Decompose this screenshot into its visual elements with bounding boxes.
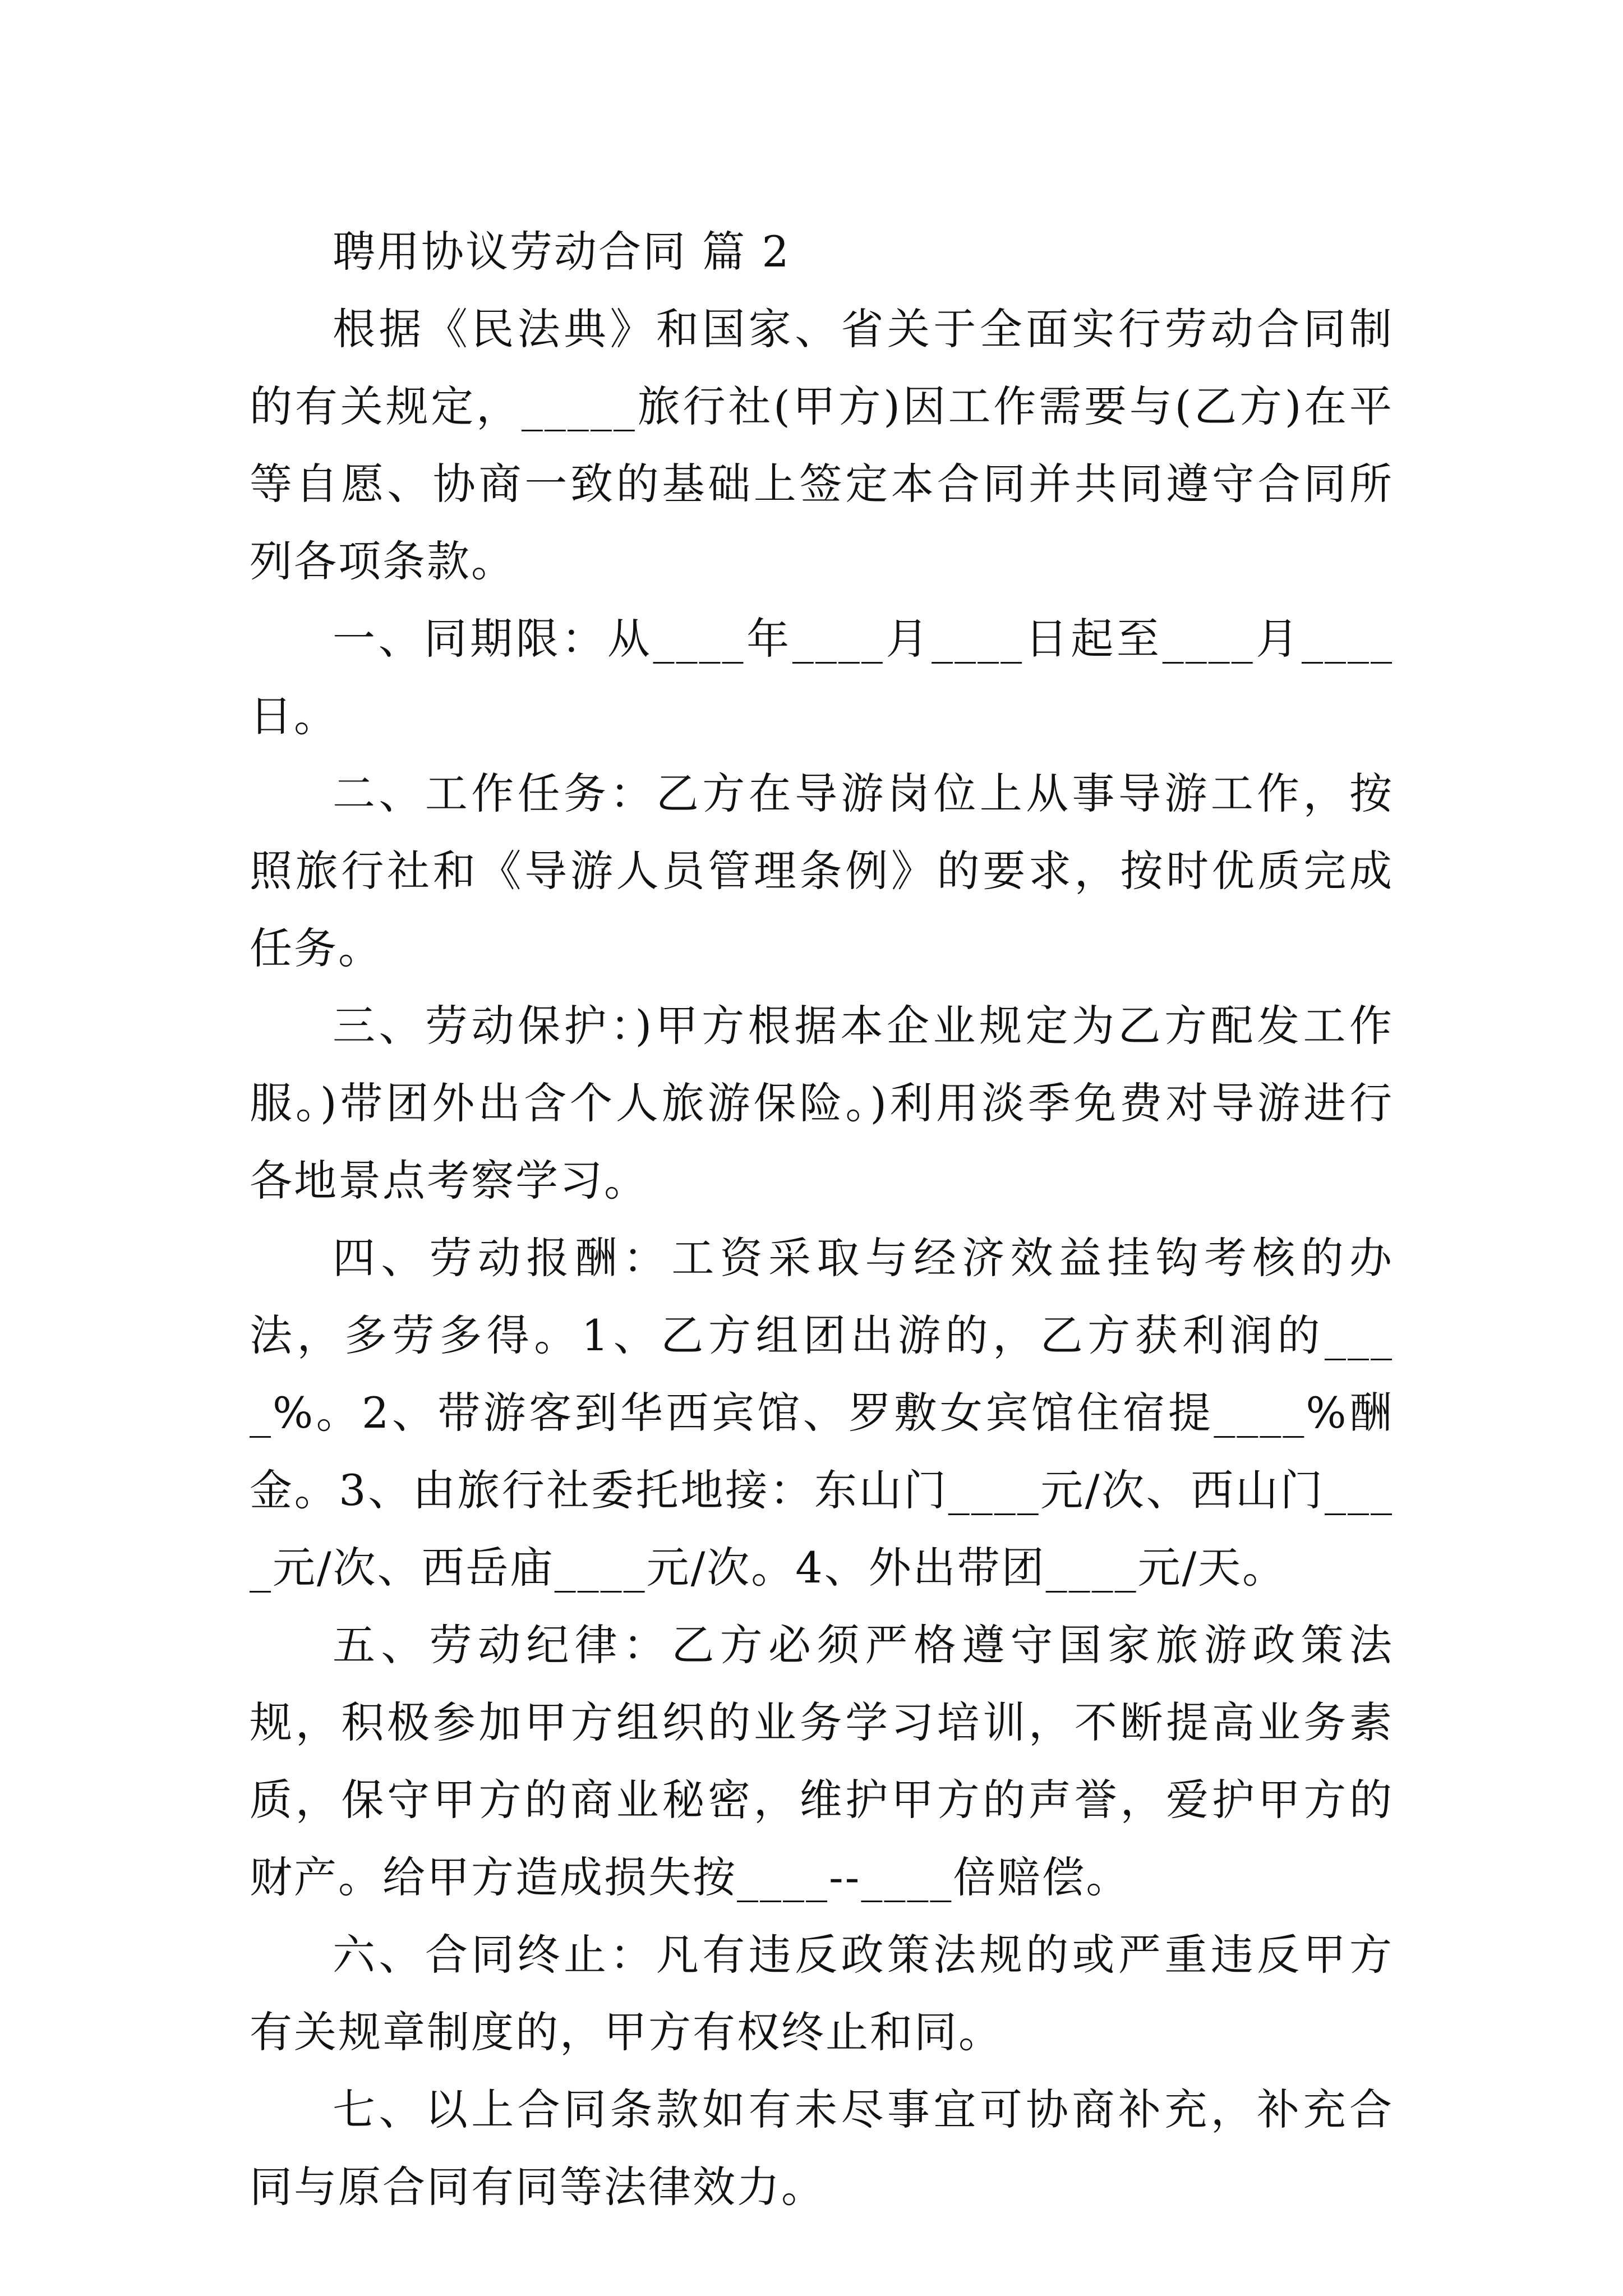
document-body: [250, 213, 1394, 2226]
paragraph-remuneration: 四、劳动报酬：工资采取与经济效益挂钩考核的办法，多劳多得。1、乙方组团出游的，乙方获利润的____%。2、带游客到华西宾馆、罗敷女宾馆住宿提____%酬金。3、由旅行社委托地接：东山门____元/次、西山门____元/次、西岳庙____元/次。4、外出带团____元/天。: [250, 1233, 1394, 1593]
paragraph-discipline: 五、劳动纪律：乙方必须严格遵守国家旅游政策法规，积极参加甲方组织的业务学习培训，不断提高业务素质，保守甲方的商业秘密，维护甲方的声誉，爱护甲方的财产。给甲方造成损失按____--____倍赔偿。: [250, 1620, 1394, 1902]
paragraph-termination: 六、合同终止：凡有违反政策法规的或严重违反甲方有关规章制度的，甲方有权终止和同。: [250, 1930, 1394, 2057]
paragraph-supplement: 七、以上合同条款如有未尽事宜可协商补充，补充合同与原合同有同等法律效力。: [250, 2085, 1394, 2212]
paragraph-work-tasks: 二、工作任务：乙方在导游岗位上从事导游工作，按照旅行社和《导游人员管理条例》的要求，按时优质完成任务。: [250, 769, 1394, 973]
document-heading: 聘用协议劳动合同 篇 2: [333, 227, 791, 277]
paragraph-preamble: 根据《民法典》和国家、省关于全面实行劳动合同制的有关规定，_____旅行社(甲方)因工作需要与(乙方)在平等自愿、协商一致的基础上签定本合同并共同遵守合同所列各项条款。: [250, 304, 1394, 586]
paragraph-labor-protection: 三、劳动保护：)甲方根据本企业规定为乙方配发工作服。)带团外出含个人旅游保险。)利用淡季免费对导游进行各地景点考察学习。: [250, 1001, 1394, 1205]
paragraph-term: 一、同期限：从____年____月____日起至____月____日。: [250, 614, 1394, 741]
